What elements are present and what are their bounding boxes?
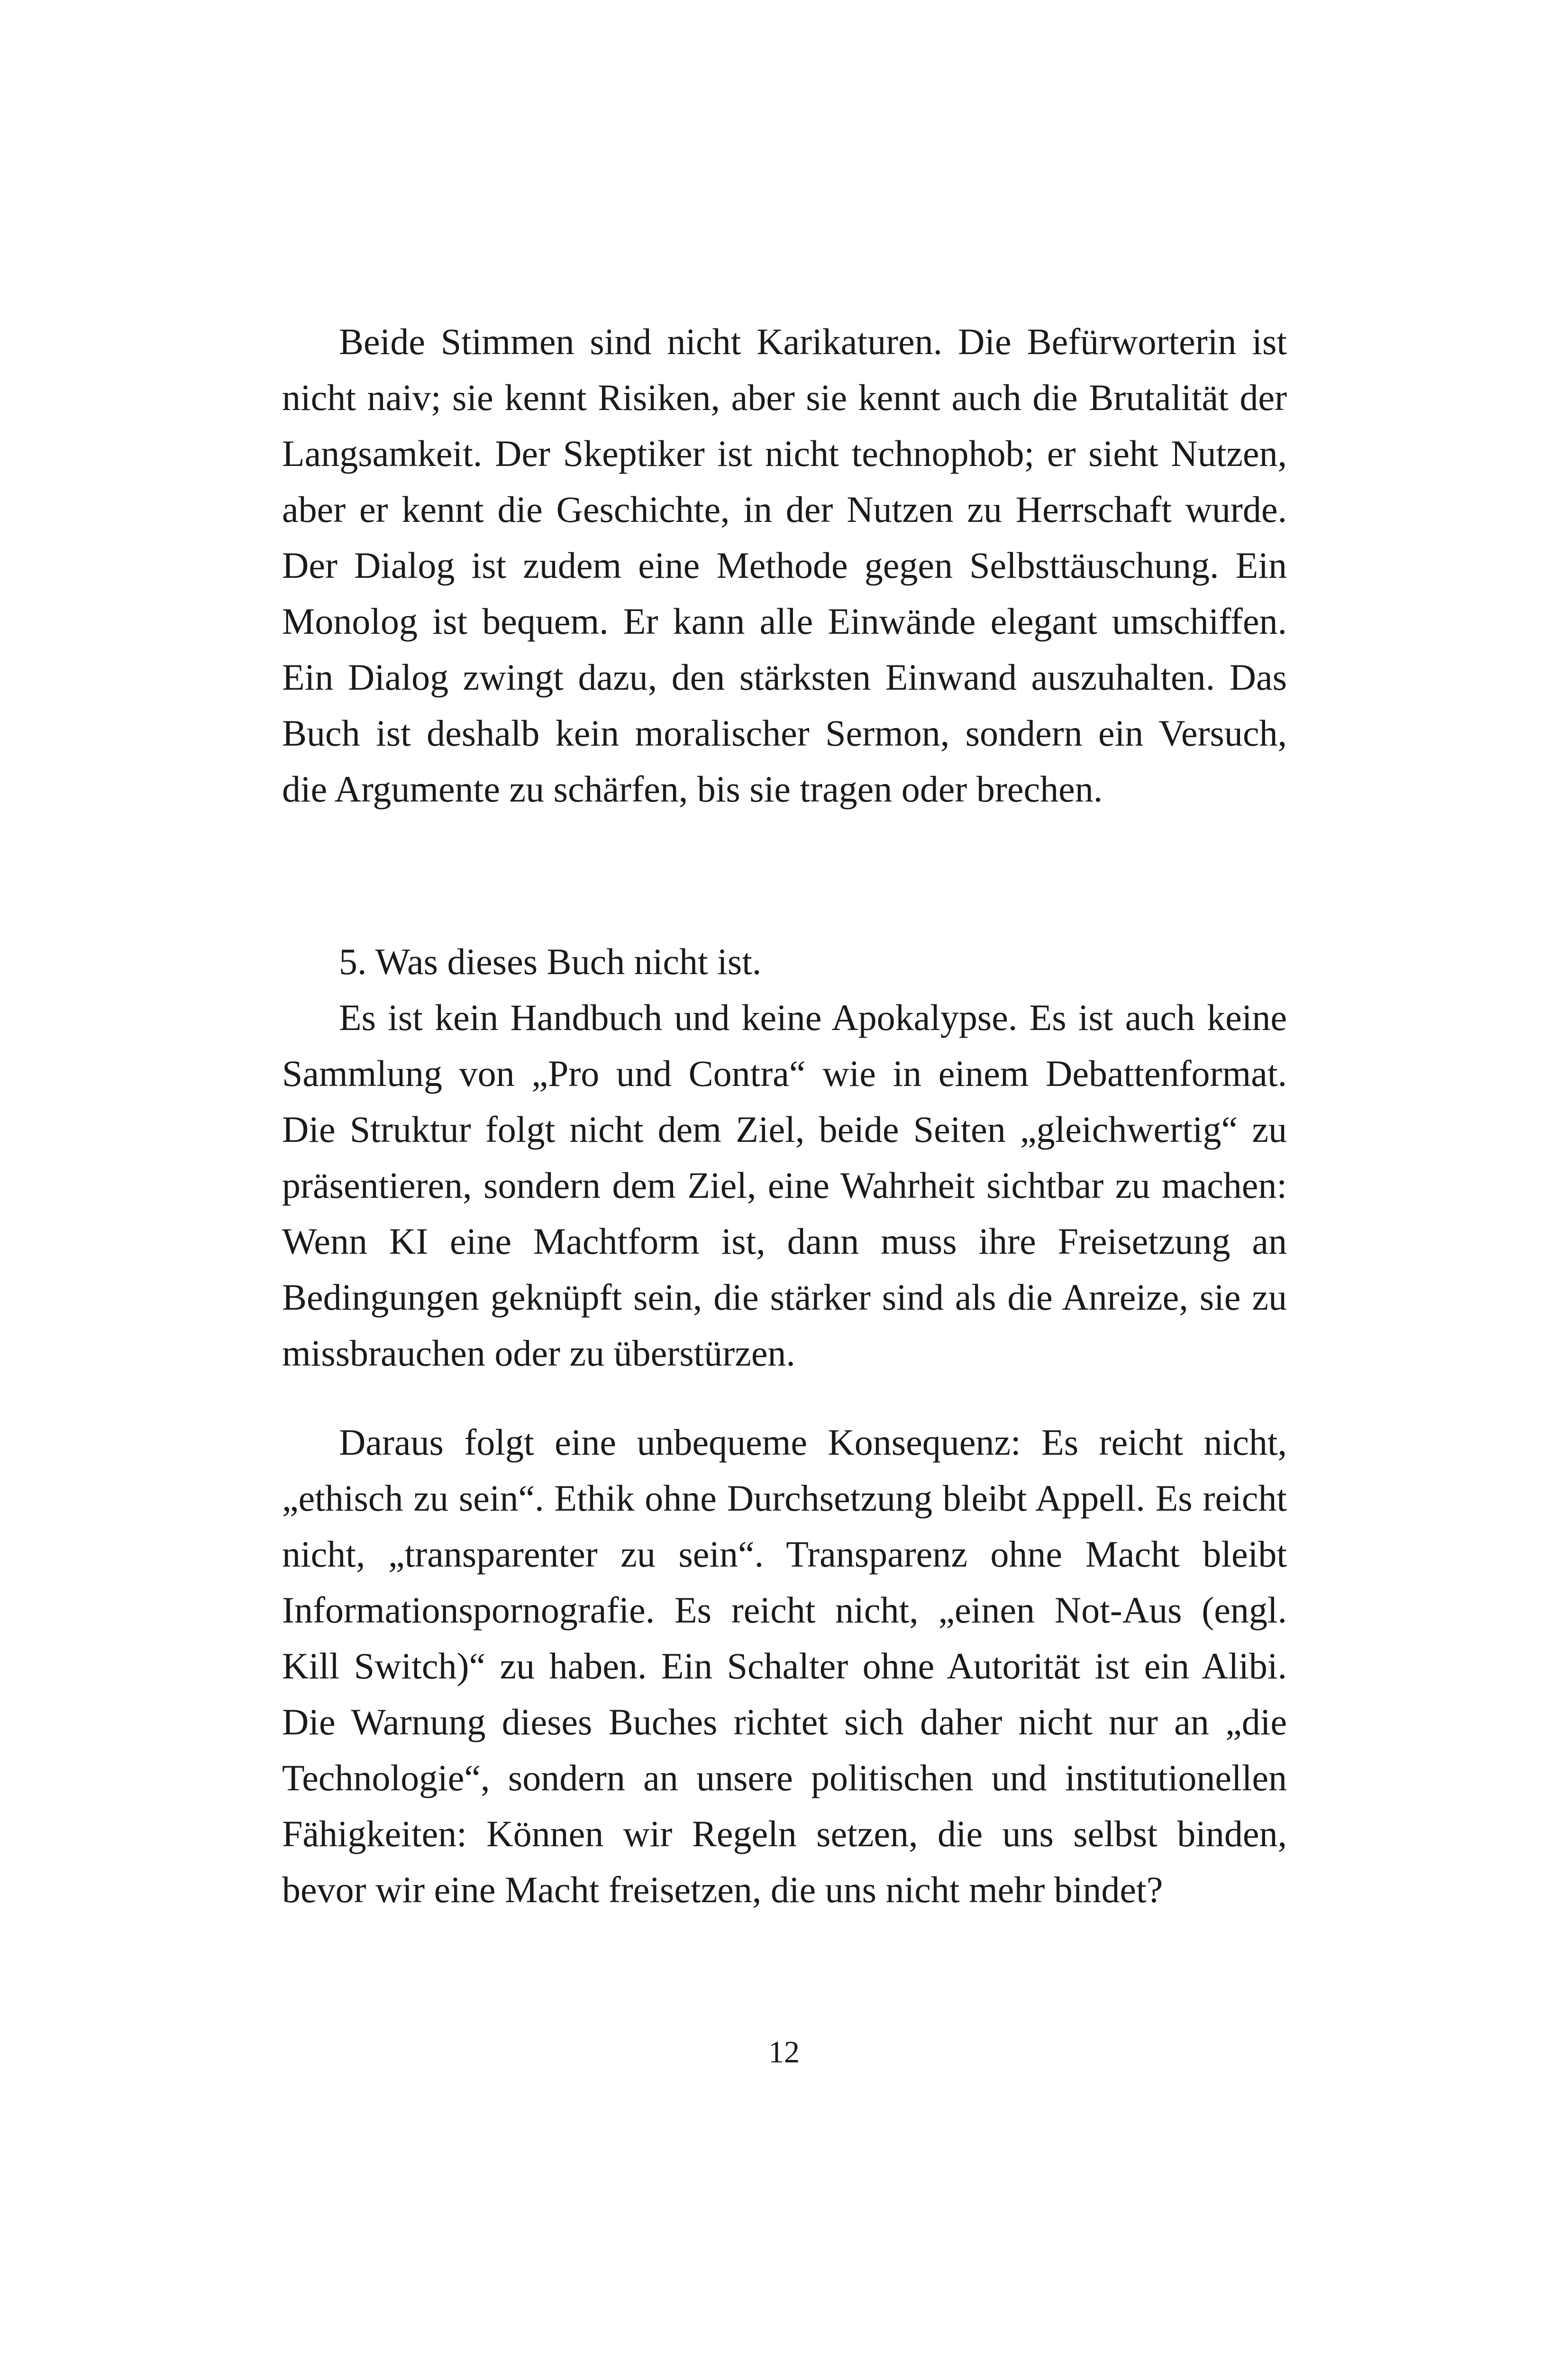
paragraph: Beide Stimmen sind nicht Karikaturen. Die Befürworterin ist nicht naiv; sie kennt Risiken, aber sie kennt auch die Brutalität der Langsamkeit. Der Skeptiker ist nicht technophob; er sieht Nutzen, aber er kennt die Geschichte, in der Nutzen zu Herrschaft wurde. Der Dialog ist zudem eine Methode gegen Selbsttäuschung. Ein Monolog ist bequem. Er kann alle Einwände elegant umschiffen. Ein Dialog zwingt dazu, den stärksten Einwand auszuhalten. Das Buch ist deshalb kein moralischer Sermon, sondern ein Versuch, die Argumente zu schärfen, bis sie tragen oder brechen.: [282, 321, 1287, 810]
paragraph: Daraus folgt eine unbequeme Konsequenz: Es reicht nicht, „ethisch zu sein“. Ethik ohne Durchsetzung bleibt Appell. Es reicht nicht, „transparenter zu sein“. Transparenz ohne Macht bleibt Informationspornografie. Es reicht nicht, „einen Not-Aus (engl. Kill Switch)“ zu haben. Ein Schalter ohne Autorität ist ein Alibi. Die Warnung dieses Buches richtet sich daher nicht nur an „die Technologie“, sondern an unsere politischen und institutionellen Fähigkeiten: Können wir Regeln setzen, die uns selbst binden, bevor wir eine Macht freisetzen, die uns nicht mehr bindet?: [282, 1422, 1287, 1910]
page-number: 12: [768, 2035, 800, 2069]
text-block-top: [282, 314, 1287, 817]
text-block-bottom: [282, 934, 1287, 1918]
section-heading: 5. Was dieses Buch nicht ist.: [339, 941, 762, 982]
paragraph: Es ist kein Handbuch und keine Apokalypse. Es ist auch keine Sammlung von „Pro und Contra“ wie in einem Debattenformat. Die Struktur folgt nicht dem Ziel, beide Seiten „gleichwertig“ zu präsentieren, sondern dem Ziel, eine Wahrheit sichtbar zu machen: Wenn KI eine Machtform ist, dann muss ihre Freisetzung an Bedingungen geknüpft sein, die stärker sind als die Anreize, sie zu missbrauchen oder zu überstürzen.: [282, 997, 1287, 1374]
